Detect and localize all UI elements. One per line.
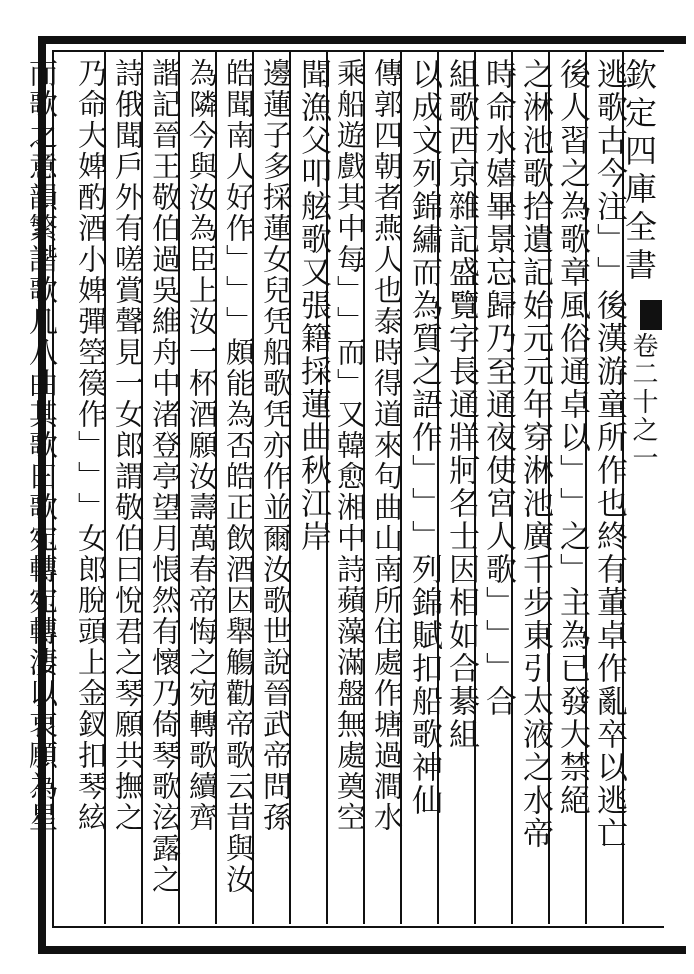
text-column-16: 而歌之意韻繁諧歌凡八曲其歌曰歌宛轉宛轉淒以哀願為星 — [25, 58, 59, 833]
text-column-3: 之淋池歌拾遺記始元元年穿淋池廣千步東引太液之水帝 — [517, 58, 553, 850]
fishtail-mark — [640, 300, 662, 330]
text-column-2: 後人習之為歌章風俗通卓以﹂﹂之﹂主為已發大禁絕 — [554, 58, 590, 817]
text-column-8: 乘船遊戲其中每﹂﹂而﹂又韓愈湘中詩蘋藻滿盤無處奠空 — [333, 58, 367, 833]
text-column-13: 諧記晉王敬伯過吳維舟中渚登亭望月悵然有懷乃倚琴歌泫露之 — [148, 58, 182, 895]
text-column-11: 皓聞南人好作﹂﹂﹂頗能為否皓正飲酒因舉觴勸帝歌云昔與汝 — [222, 58, 256, 895]
collection-title: 欽定四庫全書 — [620, 58, 658, 286]
chapter-label: 卷二十之一 — [628, 332, 658, 472]
text-column-6: 以成文列錦繡而為質之語作﹂﹂﹂列錦賦扣船歌神仙 — [406, 58, 442, 817]
text-column-4: 時命水嬉畢景忘歸乃至通夜使宮人歌﹂﹂﹂合 — [480, 58, 516, 718]
text-column-1: 逃歌古今注﹂﹂後漢游童所作也終有董卓作亂卒以逃亡 — [591, 58, 627, 850]
text-column-15: 乃命大婢酌酒小婢彈箜篌作﹂﹂﹂女郎脫頭上金釵扣琴絃 — [74, 58, 108, 833]
text-column-7: 傳郭四朝者燕人也泰時得道來句曲山南所住處作塘過澗水 — [370, 58, 404, 833]
text-column-9: 聞漁父叩舷歌又張籍採蓮曲秋江岸 — [295, 58, 331, 553]
text-column-5: 組歌西京雜記盛覽字長通牂牁名士因相如合綦組 — [443, 58, 479, 751]
text-column-10: 邊蓮子多採蓮女兒凭船歌凭亦作並爾汝歌世說晉武帝問孫 — [259, 58, 293, 833]
text-column-12: 為隣今與汝為臣上汝一杯酒願汝壽萬春帝悔之宛轉歌續齊 — [185, 58, 219, 833]
text-column-14: 詩俄聞戶外有嗟賞聲見一女郎謂敬伯曰悅君之琴願共撫之 — [111, 58, 145, 833]
